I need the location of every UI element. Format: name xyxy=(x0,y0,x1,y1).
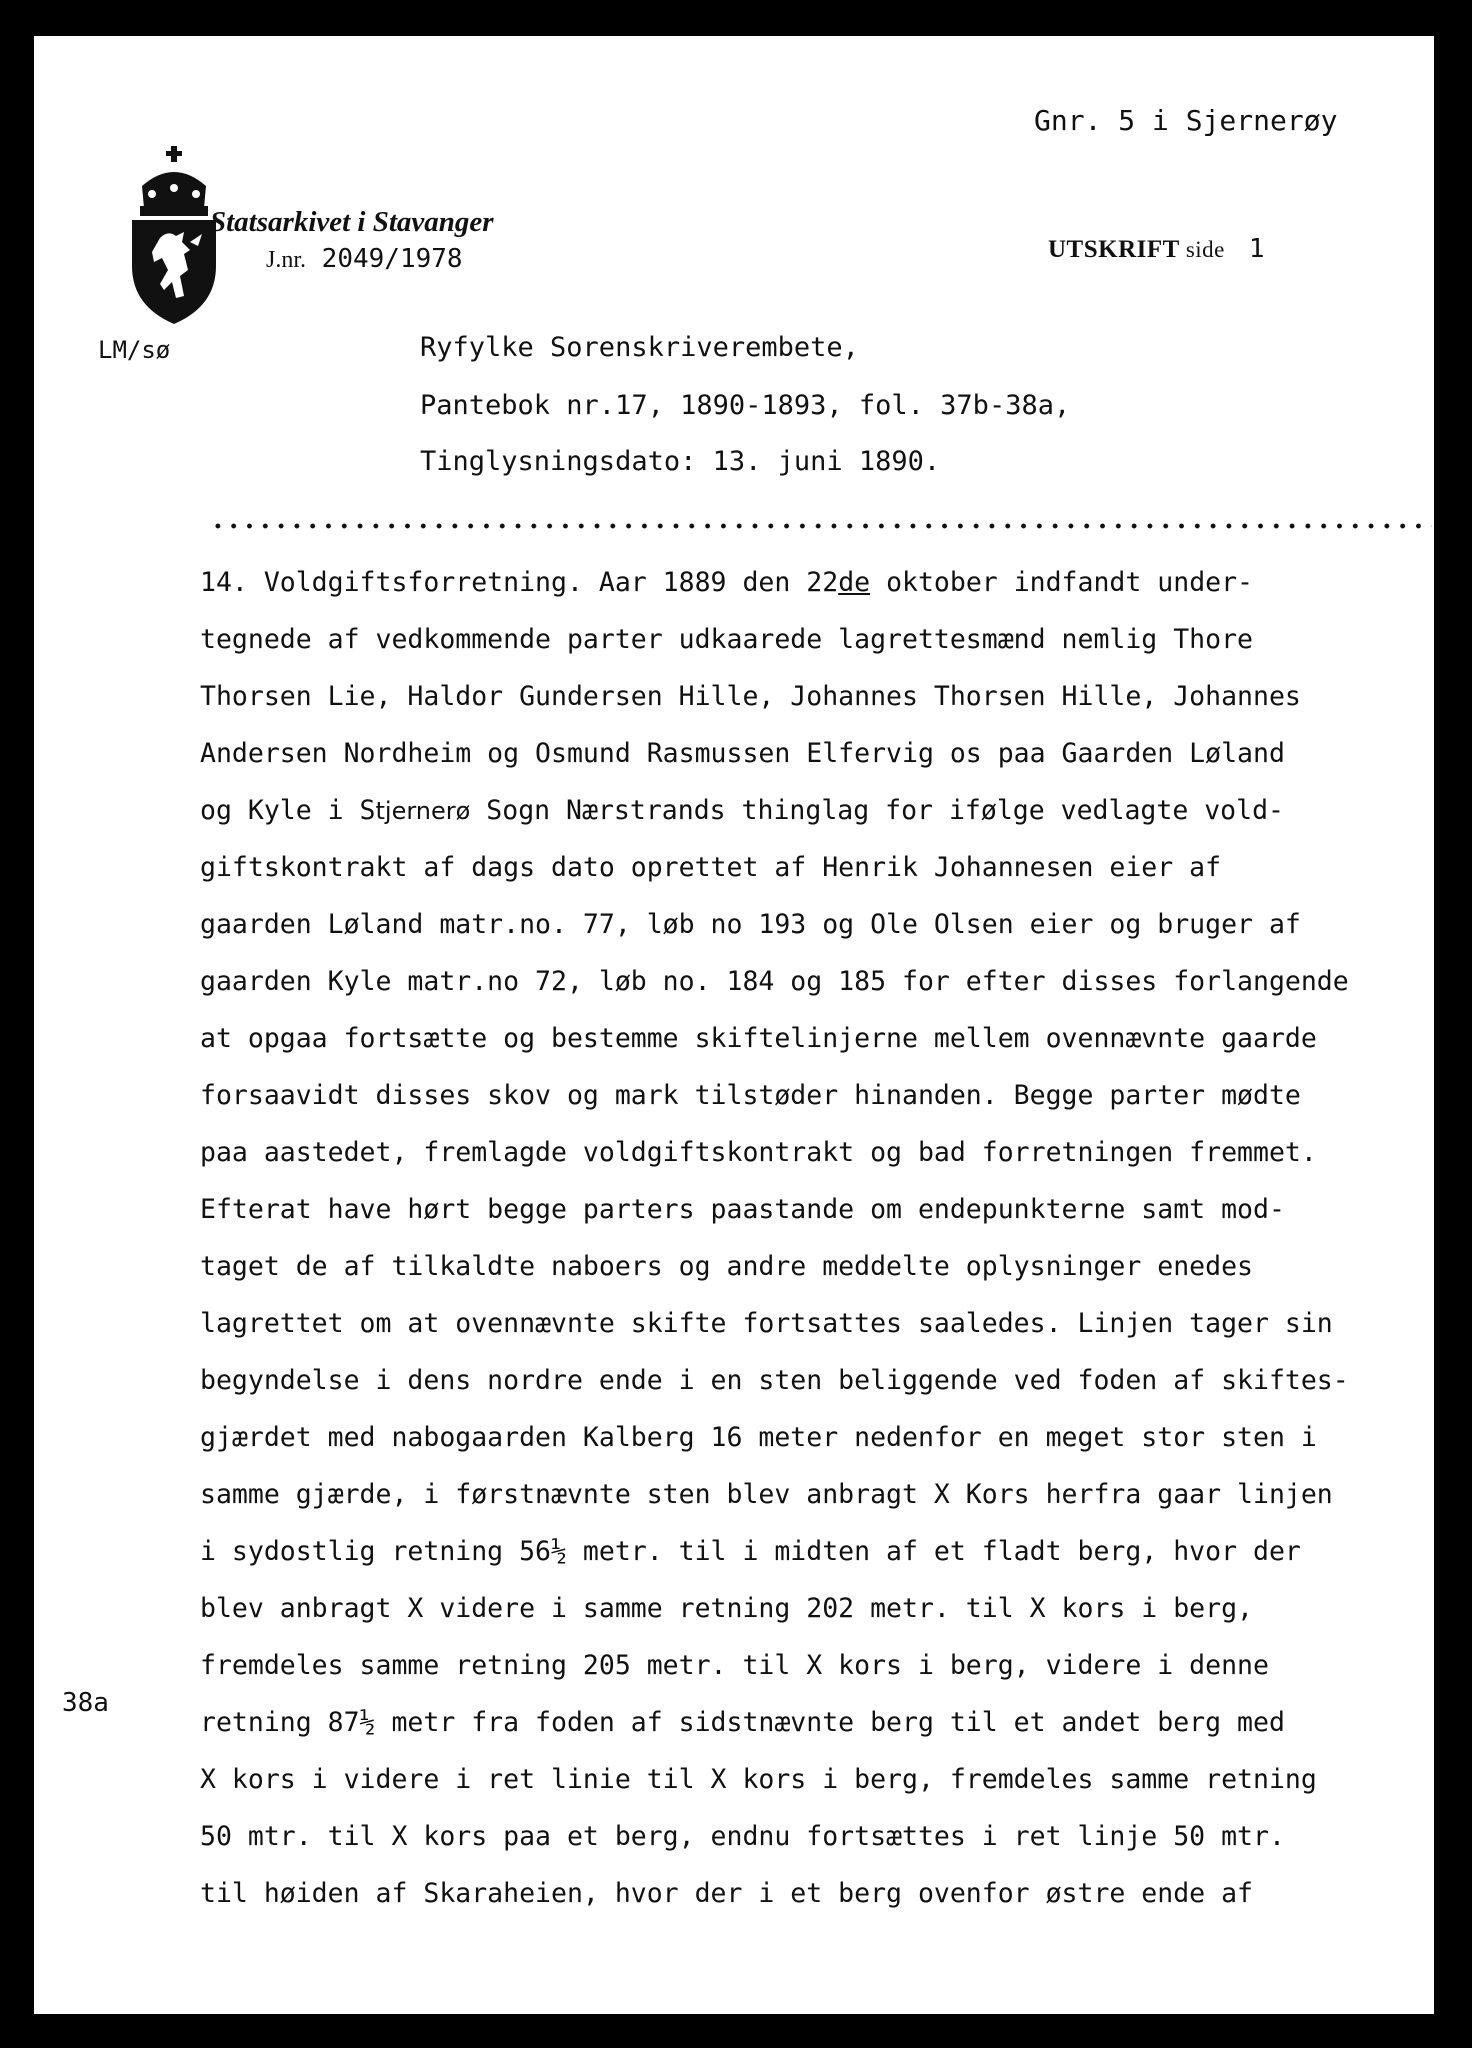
source-office: Ryfylke Sorenskriverembete, xyxy=(420,332,859,363)
body-line: paa aastedet, fremlagde voldgiftskontrakt og bad forretningen fremmet. xyxy=(200,1137,1317,1168)
archive-name: Statsarkivet i Stavanger xyxy=(210,206,494,238)
initials: LM/sø xyxy=(98,336,171,364)
body-line: til høiden af Skaraheien, hvor der i et berg ovenfor østre ende af xyxy=(200,1878,1253,1909)
body-line: lagrettet om at ovennævnte skifte fortsattes saaledes. Linjen tager sin xyxy=(200,1308,1333,1339)
body-line: gaarden Løland matr.no. 77, løb no 193 og Ole Olsen eier og bruger af xyxy=(200,909,1301,940)
body-line: 50 mtr. til X kors paa et berg, endnu fortsættes i ret linje 50 mtr. xyxy=(200,1821,1285,1852)
body-line: Thorsen Lie, Haldor Gundersen Hille, Johannes Thorsen Hille, Johannes xyxy=(200,681,1301,712)
source-date: Tinglysningsdato: 13. juni 1890. xyxy=(420,446,941,477)
document-sheet xyxy=(34,36,1434,2014)
source-volume: Pantebok nr.17, 1890-1893, fol. 37b-38a, xyxy=(420,390,1071,421)
body-line: blev anbragt X videre i samme retning 202 metr. til X kors i berg, xyxy=(200,1593,1253,1624)
transcript-page-label xyxy=(1048,234,1265,264)
body-line: Andersen Nordheim og Osmund Rasmussen Elfervig os paa Gaarden Løland xyxy=(200,738,1285,769)
body-line: tegnede af vedkommende parter udkaarede lagrettesmænd nemlig Thore xyxy=(200,624,1253,655)
side-label: side xyxy=(1185,237,1225,262)
handwritten-insertion: tjernerø xyxy=(375,797,471,825)
margin-folio-note: 38a xyxy=(62,1688,109,1718)
journal-number-value: 2049/1978 xyxy=(321,244,463,274)
body-line: fremdeles samme retning 205 metr. til X kors i berg, videre i denne xyxy=(200,1650,1269,1681)
body-line: gaarden Kyle matr.no 72, løb no. 184 og 185 for efter disses forlangende xyxy=(200,966,1349,997)
body-line: X kors i videre i ret linie til X kors i berg, fremdeles samme retning xyxy=(200,1764,1317,1795)
journal-number xyxy=(266,244,463,274)
body-line: at opgaa fortsætte og bestemme skiftelinjerne mellem ovennævnte gaarde xyxy=(200,1023,1317,1054)
transcript-label: UTSKRIFT xyxy=(1048,236,1180,263)
body-line: giftskontrakt af dags dato oprettet af Henrik Johannesen eier af xyxy=(200,852,1222,883)
dotted-separator xyxy=(210,522,1432,530)
body-line: retning 87½ metr fra foden af sidstnævnte berg til et andet berg med xyxy=(200,1707,1285,1738)
body-line: i sydostlig retning 56½ metr. til i midten af et fladt berg, hvor der xyxy=(200,1536,1301,1567)
underlined-suffix: de xyxy=(838,567,871,598)
body-line: 14. Voldgiftsforretning. Aar 1889 den 22de oktober indfandt under- xyxy=(200,567,1254,598)
page-number: 1 xyxy=(1248,234,1266,264)
body-line: begyndelse i dens nordre ende i en sten beliggende ved foden af skiftes- xyxy=(200,1365,1349,1396)
body-line: taget de af tilkaldte naboers og andre meddelte oplysninger enedes xyxy=(200,1251,1253,1282)
body-line: gjærdet med nabogaarden Kalberg 16 meter nedenfor en meget stor sten i xyxy=(200,1422,1317,1453)
body-line: og Kyle i Stjernerø Sogn Nærstrands thinglag for ifølge vedlagte vold- xyxy=(200,795,1284,826)
farm-number: Gnr. 5 i Sjernerøy xyxy=(1034,104,1338,137)
journal-number-prefix: J.nr. xyxy=(266,247,307,273)
body-line: forsaavidt disses skov og mark tilstøder hinanden. Begge parter mødte xyxy=(200,1080,1301,1111)
norwegian-coat-of-arms-icon xyxy=(124,146,224,326)
body-line: Efterat have hørt begge parters paastande om endepunkterne samt mod- xyxy=(200,1194,1285,1225)
transcript-body xyxy=(200,554,1440,1922)
body-line: samme gjærde, i førstnævnte sten blev anbragt X Kors herfra gaar linjen xyxy=(200,1479,1333,1510)
